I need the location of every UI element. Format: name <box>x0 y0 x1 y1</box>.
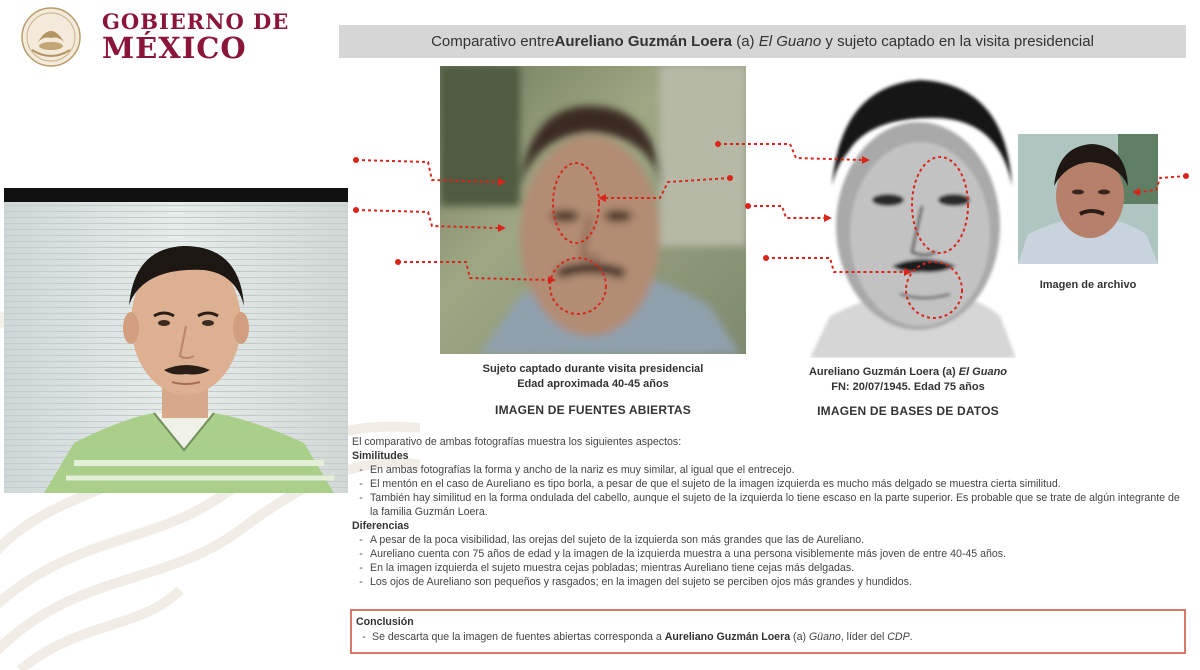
list-item: - En la imagen izquierda el sujeto muestra cejas pobladas; mientras Aureliano tiene cejas más delgadas. <box>352 561 1190 575</box>
comparison-text <box>352 435 1190 589</box>
conclusion-name: Aureliano Guzmán Loera <box>664 631 791 643</box>
difference-4: Los ojos de Aureliano son pequeños y rasgados; en la imagen del sujeto se perciben ojos más grandes y hundidos. <box>370 576 912 588</box>
open-source-section-label: IMAGEN DE FUENTES ABIERTAS <box>495 403 691 417</box>
open-source-caption-line1: Sujeto captado durante visita presidencial <box>482 363 704 375</box>
list-item: - Los ojos de Aureliano son pequeños y rasgados; en la imagen del sujeto se perciben ojos más grandes y hundidos. <box>352 575 1190 589</box>
conclusion-box <box>350 609 1186 654</box>
similarity-3: También hay similitud en la forma ondulada del cabello, aunque el sujeto de la izquierda lo tiene escaso en la parte superior. Es probable que se trate de algún integrante de la familia Guzmán Loera. <box>370 492 1180 518</box>
differences-heading: Diferencias <box>352 520 410 532</box>
title-prefix: Comparativo entre <box>431 33 555 50</box>
intro-text: El comparativo de ambas fotografías muestra los siguientes aspectos: <box>352 436 682 448</box>
database-caption <box>780 365 1036 395</box>
title-alias: El Guano <box>758 33 822 50</box>
document-title <box>339 25 1186 58</box>
difference-1: A pesar de la poca visibilidad, las orejas del sujeto de la izquierda son más grandes que las de Aureliano. <box>370 534 865 546</box>
subject-photo-large <box>4 188 348 493</box>
conclusion-item: - Se descarta que la imagen de fuentes abiertas corresponda a Aureliano Guzmán Loera (a) Güano, líder del CDP. <box>362 631 913 643</box>
database-caption-line2: FN: 20/07/1945. Edad 75 años <box>831 381 985 393</box>
conclusion-text-prefix: Se descarta que la imagen de fuentes abiertas corresponda a <box>372 631 665 643</box>
conclusion-end: . <box>909 631 913 643</box>
conclusion-org: CDP <box>887 631 910 643</box>
archive-photo <box>1018 134 1158 264</box>
database-section-label: IMAGEN DE BASES DE DATOS <box>817 404 999 418</box>
open-source-caption-line2: Edad aproximada 40-45 años <box>517 378 669 390</box>
list-item: - También hay similitud en la forma ondulada del cabello, aunque el sujeto de la izquierda lo tiene escaso en la parte superior. Es probable que se trate de algún integrante de la familia Guzmán Loera. <box>352 491 1190 519</box>
database-caption-name: Aureliano Guzmán Loera (a) <box>808 366 959 378</box>
similarities-heading: Similitudes <box>352 450 409 462</box>
government-logo <box>10 6 289 68</box>
title-name: Aureliano Guzmán Loera <box>554 33 733 50</box>
list-item: - En ambas fotografías la forma y ancho de la nariz es muy similar, al igual que el entrecejo. <box>352 463 1190 477</box>
similarity-2: El mentón en el caso de Aureliano es tipo borla, a pesar de que el sujeto de la imagen izquierda es mucho más delgado se muestra cierta similitud. <box>370 478 1061 490</box>
open-source-caption <box>440 362 746 392</box>
conclusion-heading: Conclusión <box>356 616 414 628</box>
open-source-photo <box>440 66 746 354</box>
title-suffix: y sujeto captado en la visita presidencial <box>821 33 1094 50</box>
database-photo <box>800 66 1016 358</box>
list-item: - Aureliano cuenta con 75 años de edad y la imagen de la izquierda muestra a una persona visiblemente más joven de entre 40-45 años. <box>352 547 1190 561</box>
conclusion-alias: Güano <box>808 631 841 643</box>
list-item: - El mentón en el caso de Aureliano es tipo borla, a pesar de que el sujeto de la imagen izquierda es mucho más delgado se muestra cierta similitud. <box>352 477 1190 491</box>
similarity-1: En ambas fotografías la forma y ancho de la nariz es muy similar, al igual que el entrecejo. <box>370 464 795 476</box>
logo-line1: GOBIERNO DE <box>102 9 290 34</box>
conclusion-text-suffix: , líder del <box>840 631 888 643</box>
difference-2: Aureliano cuenta con 75 años de edad y la imagen de la izquierda muestra a una persona visiblemente más joven de entre 40-45 años. <box>370 548 1007 560</box>
national-seal-icon <box>10 6 92 68</box>
title-alias-marker: (a) <box>732 33 759 50</box>
difference-3: En la imagen izquierda el sujeto muestra cejas pobladas; mientras Aureliano tiene cejas más delgadas. <box>370 562 855 574</box>
database-caption-alias: El Guano <box>958 366 1008 378</box>
conclusion-alias-marker: (a) <box>790 631 809 643</box>
logo-line2: MÉXICO <box>102 31 247 65</box>
archive-caption: Imagen de archivo <box>1039 279 1137 291</box>
list-item: - A pesar de la poca visibilidad, las orejas del sujeto de la izquierda son más grandes que las de Aureliano. <box>352 533 1190 547</box>
